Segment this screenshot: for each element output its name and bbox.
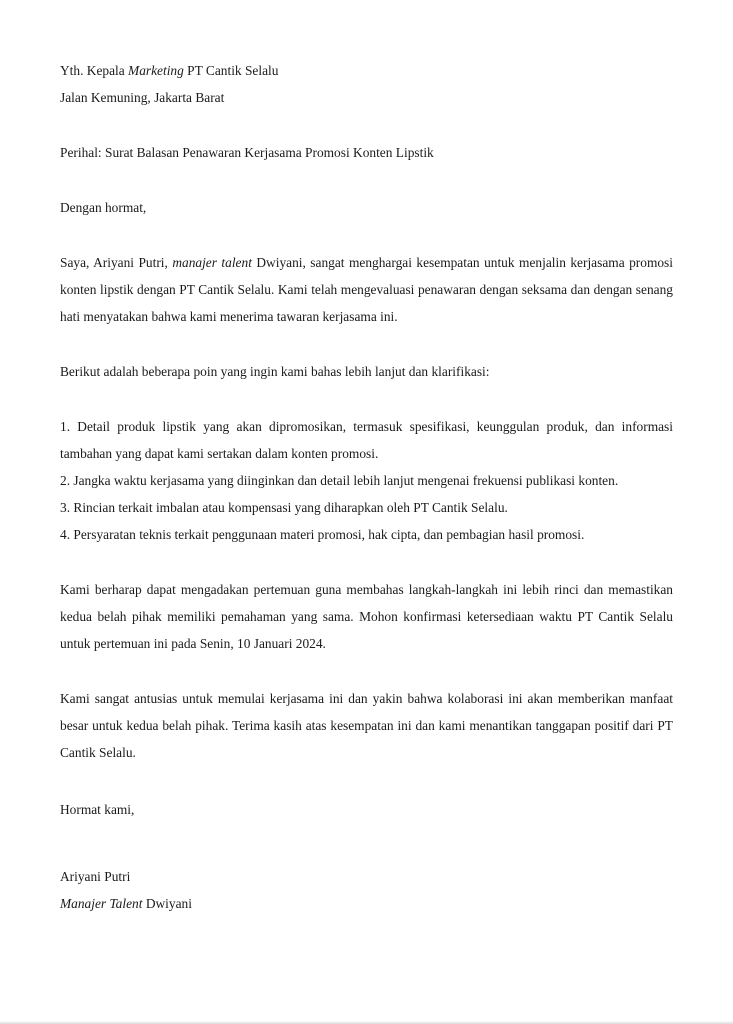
recipient-suffix: PT Cantik Selalu: [183, 63, 279, 78]
list-item: 1. Detail produk lipstik yang akan dipromosikan, termasuk spesifikasi, keunggulan produk, dan informasi tambahan yang dapat kami sertakan dalam konten promosi.: [60, 419, 673, 461]
opening-paragraph: [60, 249, 673, 330]
spacer-after-opening: [60, 330, 673, 358]
list-item: 3. Rincian terkait imbalan atau kompensasi yang diharapkan oleh PT Cantik Selalu.: [60, 500, 508, 515]
salutation: Dengan hormat,: [60, 200, 147, 215]
list-item: 4. Persyaratan teknis terkait penggunaan materi promosi, hak cipta, dan pembagian hasil promosi.: [60, 527, 585, 542]
recipient-prefix: Yth. Kepala: [60, 63, 129, 78]
opening-part-1: Saya, Ariyani Putri,: [60, 255, 173, 270]
spacer-after-meeting: [60, 657, 673, 685]
recipient-line-1: [60, 57, 673, 84]
spacer-after-subject: [60, 166, 673, 194]
signature-title-suffix: Dwiyani: [142, 896, 192, 911]
recipient-emphasis: Marketing: [128, 63, 184, 78]
signature-space: [60, 823, 673, 863]
signature-name: Ariyani Putri: [60, 869, 131, 884]
opening-part-2: Dwiyani, sangat menghargai kesempatan untuk menjalin kerjasama promosi konten lipstik dengan PT Cantik Selalu. Kami telah mengevaluasi penawaran dengan seksama dan dengan senang hati menyatakan bahwa kami menerima tawaran kerjasama ini.: [60, 255, 673, 324]
spacer-after-list: [60, 548, 673, 576]
meeting-paragraph: Kami berharap dapat mengadakan pertemuan guna membahas langkah-langkah ini lebih rinci dan memastikan kedua belah pihak memiliki pemahaman yang sama. Mohon konfirmasi ketersediaan waktu PT Cantik Selalu untuk pertemuan ini pada Senin, 10 Januari 2024.: [60, 582, 673, 651]
spacer-after-salutation: [60, 221, 673, 249]
spacer-before-list: [60, 385, 673, 413]
closing-paragraph: Kami sangat antusias untuk memulai kerjasama ini dan yakin bahwa kolaborasi ini akan memberikan manfaat besar untuk kedua belah pihak. Terima kasih atas kesempatan ini dan kami menantikan tanggapan positif dari PT Cantik Selalu.: [60, 691, 673, 760]
subject-line: Perihal: Surat Balasan Penawaran Kerjasama Promosi Konten Lipstik: [60, 145, 434, 160]
opening-emphasis: manajer talent: [172, 255, 252, 270]
signature-title: [60, 890, 673, 917]
recipient-line-2: Jalan Kemuning, Jakarta Barat: [60, 90, 225, 105]
list-intro: Berikut adalah beberapa poin yang ingin kami bahas lebih lanjut dan klarifikasi:: [60, 364, 490, 379]
spacer-before-signoff: [60, 766, 673, 796]
spacer-after-recipient: [60, 111, 673, 139]
letter-body: [60, 57, 673, 917]
sign-off: Hormat kami,: [60, 802, 135, 817]
list-item: 2. Jangka waktu kerjasama yang diinginkan dan detail lebih lanjut mengenai frekuensi publikasi konten.: [60, 473, 619, 488]
signature-title-emphasis: Manajer Talent: [60, 896, 143, 911]
